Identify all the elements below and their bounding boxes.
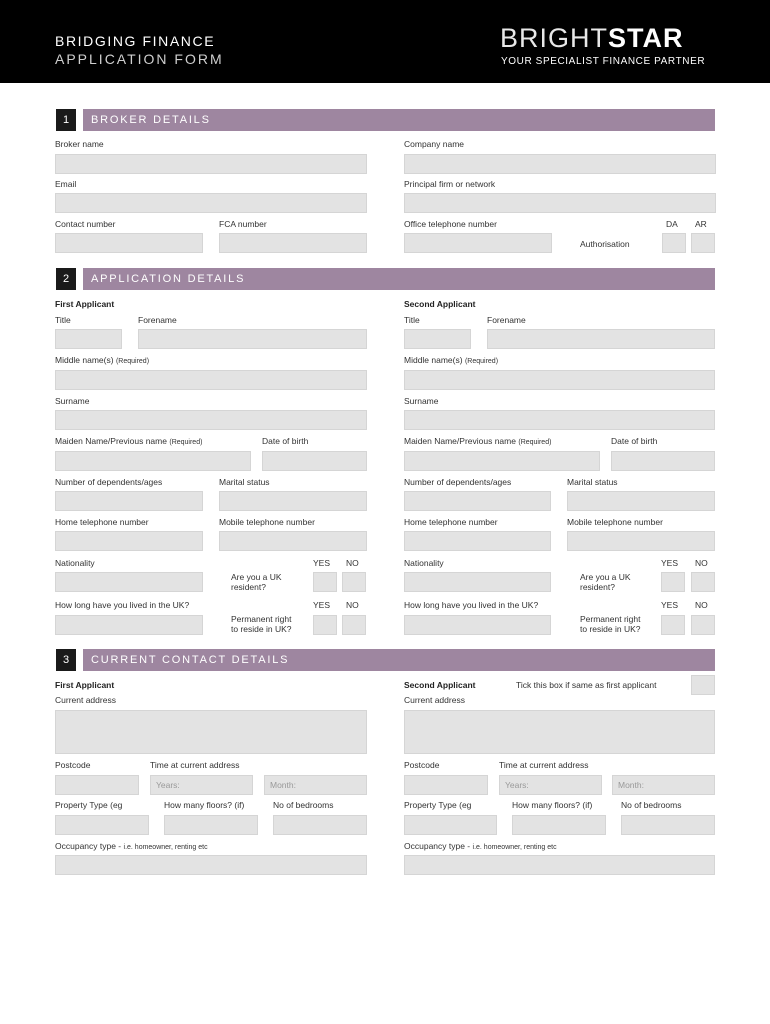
first-bedrooms-field[interactable]	[273, 815, 367, 835]
section-number: 3	[56, 649, 76, 671]
form-subtitle: APPLICATION FORM	[55, 51, 224, 67]
field-label: Time at current address	[499, 760, 589, 770]
field-label: FCA number	[219, 219, 267, 229]
field-label: Email	[55, 179, 77, 189]
broker-name-field[interactable]	[55, 154, 367, 174]
first-marital-field[interactable]	[219, 491, 367, 511]
first-title-field[interactable]	[55, 329, 122, 349]
field-label: NO	[346, 558, 359, 568]
first-home-tel-field[interactable]	[55, 531, 203, 551]
field-label: How long have you lived in the UK?	[404, 600, 539, 610]
field-label: Forename	[487, 315, 526, 325]
authorisation-da-checkbox[interactable]	[662, 233, 686, 253]
first-uk-resident-no-checkbox[interactable]	[342, 572, 366, 592]
authorisation-ar-checkbox[interactable]	[691, 233, 715, 253]
field-label: Date of birth	[262, 436, 309, 446]
office-telephone-field[interactable]	[404, 233, 552, 253]
section-title: CURRENT CONTACT DETAILS	[91, 654, 290, 666]
field-label: DA	[666, 219, 678, 229]
field-label: Tick this box if same as first applicant	[516, 680, 657, 690]
field-label: Occupancy type - i.e. homeowner, renting etc	[404, 841, 557, 851]
section-number: 2	[56, 268, 76, 290]
field-label: resident?	[580, 582, 615, 592]
section-title: APPLICATION DETAILS	[91, 273, 246, 285]
field-label: Title	[404, 315, 420, 325]
field-label: Date of birth	[611, 436, 658, 446]
field-label: Permanent right	[231, 614, 292, 624]
first-nationality-field[interactable]	[55, 572, 203, 592]
field-label: Maiden Name/Previous name (Required)	[404, 436, 552, 446]
second-permanent-yes-checkbox[interactable]	[661, 615, 685, 635]
first-floors-field[interactable]	[164, 815, 258, 835]
field-label: Contact number	[55, 219, 116, 229]
field-label: resident?	[231, 582, 266, 592]
first-surname-field[interactable]	[55, 410, 367, 430]
field-label: No of bedrooms	[273, 800, 334, 810]
field-label: NO	[695, 558, 708, 568]
field-label: Surname	[55, 396, 90, 406]
second-property-type-field[interactable]	[404, 815, 497, 835]
field-label: Middle name(s) (Required)	[55, 355, 150, 365]
second-floors-field[interactable]	[512, 815, 606, 835]
field-label: Number of dependents/ages	[404, 477, 512, 487]
second-occupancy-field[interactable]	[404, 855, 715, 875]
first-dob-field[interactable]	[262, 451, 367, 471]
contact-number-field[interactable]	[55, 233, 203, 253]
field-label: AR	[695, 219, 707, 229]
field-label: Mobile telephone number	[219, 517, 315, 527]
first-forename-field[interactable]	[138, 329, 367, 349]
first-applicant-heading: First Applicant	[55, 299, 115, 309]
field-label: Principal firm or network	[404, 179, 496, 189]
field-label: Property Type (eg	[55, 800, 123, 810]
section-title: BROKER DETAILS	[91, 114, 211, 126]
field-label: YES	[313, 558, 331, 568]
field-label: Office telephone number	[404, 219, 497, 229]
field-label: No of bedrooms	[621, 800, 682, 810]
first-permanent-no-checkbox[interactable]	[342, 615, 366, 635]
field-label: Number of dependents/ages	[55, 477, 163, 487]
field-label: Postcode	[55, 760, 91, 770]
second-current-address-field[interactable]	[404, 710, 715, 754]
first-dependents-field[interactable]	[55, 491, 203, 511]
company-name-field[interactable]	[404, 154, 716, 174]
field-label: Postcode	[404, 760, 440, 770]
field-label: Marital status	[567, 477, 618, 487]
second-middle-names-field[interactable]	[404, 370, 715, 390]
second-forename-field[interactable]	[487, 329, 715, 349]
field-label: Are you a UK	[580, 572, 631, 582]
second-home-tel-field[interactable]	[404, 531, 551, 551]
first-current-address-field[interactable]	[55, 710, 367, 754]
field-label: Occupancy type - i.e. homeowner, renting etc	[55, 841, 208, 851]
field-label: NO	[695, 600, 708, 610]
field-label: Title	[55, 315, 71, 325]
field-label: YES	[661, 600, 679, 610]
broker-email-field[interactable]	[55, 193, 367, 213]
field-label: Broker name	[55, 139, 104, 149]
first-uk-resident-yes-checkbox[interactable]	[313, 572, 337, 592]
field-label: Time at current address	[150, 760, 240, 770]
field-label: Current address	[404, 695, 465, 705]
second-mobile-tel-field[interactable]	[567, 531, 715, 551]
first-years-in-uk-field[interactable]	[55, 615, 203, 635]
second-marital-field[interactable]	[567, 491, 715, 511]
second-title-field[interactable]	[404, 329, 471, 349]
field-label: Company name	[404, 139, 465, 149]
second-years-in-uk-field[interactable]	[404, 615, 551, 635]
field-label: How many floors? (if)	[512, 800, 593, 810]
second-applicant-heading: Second Applicant	[404, 680, 476, 690]
field-label: to reside in UK?	[580, 624, 641, 634]
second-nationality-field[interactable]	[404, 572, 551, 592]
second-bedrooms-field[interactable]	[621, 815, 715, 835]
second-applicant-heading: Second Applicant	[404, 299, 476, 309]
second-dependents-field[interactable]	[404, 491, 551, 511]
second-postcode-field[interactable]	[404, 775, 488, 795]
first-applicant-heading: First Applicant	[55, 680, 115, 690]
field-label: Marital status	[219, 477, 270, 487]
first-occupancy-field[interactable]	[55, 855, 367, 875]
field-label: Nationality	[404, 558, 444, 568]
brightstar-logo: BRIGHTSTAR	[500, 23, 684, 53]
field-label: to reside in UK?	[231, 624, 292, 634]
field-label: Current address	[55, 695, 116, 705]
second-uk-resident-no-checkbox[interactable]	[691, 572, 715, 592]
same-as-first-checkbox[interactable]	[691, 675, 715, 695]
second-uk-resident-yes-checkbox[interactable]	[661, 572, 685, 592]
second-maiden-name-field[interactable]	[404, 451, 600, 471]
field-label: How many floors? (if)	[164, 800, 245, 810]
field-label: How long have you lived in the UK?	[55, 600, 190, 610]
first-mobile-tel-field[interactable]	[219, 531, 367, 551]
second-surname-field[interactable]	[404, 410, 715, 430]
field-label: Surname	[404, 396, 439, 406]
first-middle-names-field[interactable]	[55, 370, 367, 390]
principal-firm-field[interactable]	[404, 193, 716, 213]
years-placeholder: Years:	[505, 780, 529, 790]
section-number: 1	[56, 109, 76, 131]
fca-number-field[interactable]	[219, 233, 367, 253]
field-label: Are you a UK	[231, 572, 282, 582]
field-label: YES	[661, 558, 679, 568]
field-label: Home telephone number	[55, 517, 149, 527]
tagline: YOUR SPECIALIST FINANCE PARTNER	[501, 56, 706, 67]
month-placeholder: Month:	[618, 780, 644, 790]
field-label: Middle name(s) (Required)	[404, 355, 499, 365]
first-permanent-yes-checkbox[interactable]	[313, 615, 337, 635]
field-label: Home telephone number	[404, 517, 498, 527]
field-label: YES	[313, 600, 331, 610]
month-placeholder: Month:	[270, 780, 296, 790]
field-label: Forename	[138, 315, 177, 325]
form-title: BRIDGING FINANCE	[55, 33, 216, 49]
field-label: Property Type (eg	[404, 800, 472, 810]
field-label: NO	[346, 600, 359, 610]
page-header	[0, 0, 770, 83]
field-label: Maiden Name/Previous name (Required)	[55, 436, 203, 446]
field-label: Mobile telephone number	[567, 517, 663, 527]
first-property-type-field[interactable]	[55, 815, 149, 835]
field-label: Authorisation	[580, 239, 630, 249]
second-dob-field[interactable]	[611, 451, 715, 471]
field-label: Permanent right	[580, 614, 641, 624]
field-label: Nationality	[55, 558, 95, 568]
first-postcode-field[interactable]	[55, 775, 139, 795]
years-placeholder: Years:	[156, 780, 180, 790]
first-maiden-name-field[interactable]	[55, 451, 251, 471]
second-permanent-no-checkbox[interactable]	[691, 615, 715, 635]
